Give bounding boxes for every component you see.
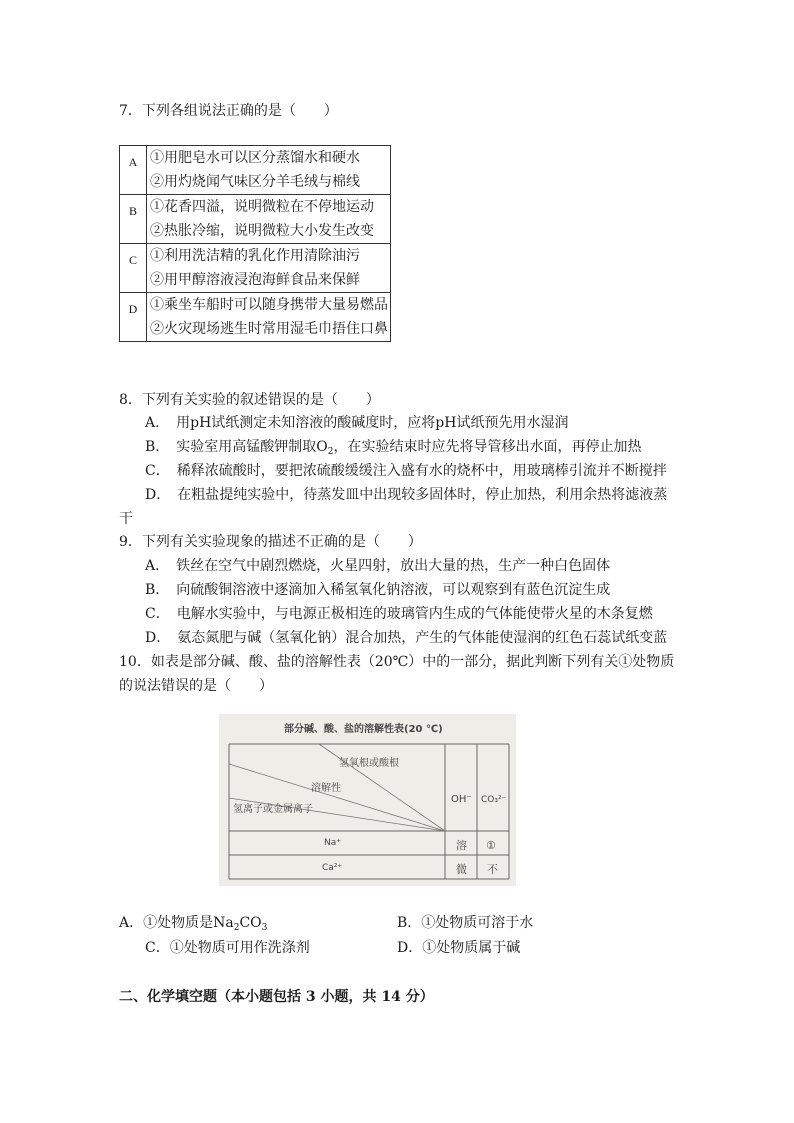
q8-option-b	[145, 436, 642, 457]
cell-na-co3: ①	[486, 839, 496, 852]
q9-option-b: B． 向硫酸铜溶液中逐滴加入稀氢氧化钠溶液，可以观察到有蓝色沉淀生成	[145, 582, 611, 598]
q7-row-letter: B	[128, 204, 137, 218]
q7-row-d	[120, 293, 391, 342]
q10-stem-continued: 的说法错误的是（ ）	[119, 678, 273, 694]
q8-option-a: A． 用pH试纸测定未知溶液的酸碱度时，应将pH试纸预先用水湿润	[145, 415, 569, 431]
q10-option-a-text: A．①处物质是Na	[119, 915, 234, 931]
q7-row-line: ②用灼烧闻气味区分羊毛绒与棉线	[150, 174, 360, 190]
q10-stem: 10．如表是部分碱、酸、盐的溶解性表（20℃）中的一部分，据此判断下列有关①处物质	[119, 654, 675, 670]
q7-options-table	[119, 145, 391, 342]
q8-option-c: C． 稀释浓硫酸时，要把浓硫酸缓缓注入盛有水的烧杯中，用玻璃棒引流并不断搅拌	[145, 463, 667, 479]
q7-row-letter: D	[128, 302, 138, 316]
q10-option-d: D．①处物质属于碱	[397, 940, 521, 956]
q7-row-letter: C	[128, 253, 137, 267]
solubility-table-title: 部分碱、酸、盐的溶解性表(20 ℃)	[284, 724, 443, 735]
diag-header-bottom: 氢离子或金属离子	[233, 804, 313, 815]
col-header-oh: OH⁻	[451, 794, 472, 805]
q7-row-line: ①乘坐车船时可以随身携带大量易燃品	[150, 297, 388, 313]
q7-row-line: ①利用洗洁精的乳化作用清除油污	[150, 248, 360, 264]
q9-option-c: C． 电解水实验中，与电源正极相连的玻璃管内生成的气体能使带火星的木条复燃	[145, 606, 653, 622]
q7-row-b	[120, 195, 391, 244]
q8-option-b-text: B． 实验室用高锰酸钾制取O	[145, 439, 328, 455]
subscript: 2	[327, 447, 334, 457]
q7-row-c	[120, 244, 391, 293]
q7-row-a	[120, 146, 391, 195]
row-ion-ca: Ca²⁺	[322, 863, 343, 873]
q7-row-line: ①用肥皂水可以区分蒸馏水和硬水	[150, 150, 360, 166]
q10-option-b: B．①处物质可溶于水	[397, 915, 534, 931]
cell-na-oh: 溶	[456, 839, 467, 852]
row-ion-na: Na⁺	[324, 838, 341, 848]
subscript: 3	[261, 923, 268, 933]
solubility-table-drawing	[219, 714, 516, 886]
subscript: 2	[233, 923, 240, 933]
q7-stem: 7．下列各组说法正确的是（ ）	[119, 103, 338, 119]
solubility-table-image	[219, 714, 516, 886]
q8-stem: 8．下列有关实验的叙述错误的是（ ）	[119, 392, 380, 408]
q9-option-a: A． 铁丝在空气中剧烈燃烧，火星四射，放出大量的热，生产一种白色固体	[145, 558, 611, 574]
q10-option-c: C．①处物质可用作洗涤剂	[145, 940, 310, 956]
diag-header-mid: 溶解性	[311, 783, 341, 794]
q7-row-letter: A	[128, 155, 138, 169]
q7-row-line: ①花香四溢，说明微粒在不停地运动	[150, 199, 374, 215]
q7-row-line: ②火灾现场逃生时常用湿毛巾捂住口鼻	[150, 321, 388, 337]
q8-option-d: D． 在粗盐提纯实验中，待蒸发皿中出现较多固体时，停止加热，利用余热将滤液蒸	[145, 487, 668, 503]
q10-option-a-text: CO	[239, 915, 262, 931]
diag-header-top: 氢氧根或酸根	[339, 758, 399, 769]
col-header-co3: CO₃²⁻	[481, 795, 507, 805]
q8-option-d-continued: 干	[119, 511, 133, 527]
q8-option-b-text: ，在实验结束时应先将导管移出水面，再停止加热	[333, 439, 642, 455]
section-2-heading: 二、化学填空题（本小题包括 3 小题，共 14 分）	[119, 989, 434, 1005]
q9-option-d: D． 氨态氮肥与碱（氢氧化钠）混合加热，产生的气体能使湿润的红色石蕊试纸变蓝	[145, 630, 668, 646]
q7-row-line: ②热胀冷缩，说明微粒大小发生改变	[150, 223, 374, 239]
cell-ca-oh: 微	[456, 863, 467, 876]
q7-row-line: ②用甲醇溶液浸泡海鲜食品来保鲜	[150, 272, 360, 288]
q10-option-a	[119, 912, 267, 933]
q9-stem: 9．下列有关实验现象的描述不正确的是（ ）	[119, 534, 422, 550]
cell-ca-co3: 不	[487, 863, 498, 876]
